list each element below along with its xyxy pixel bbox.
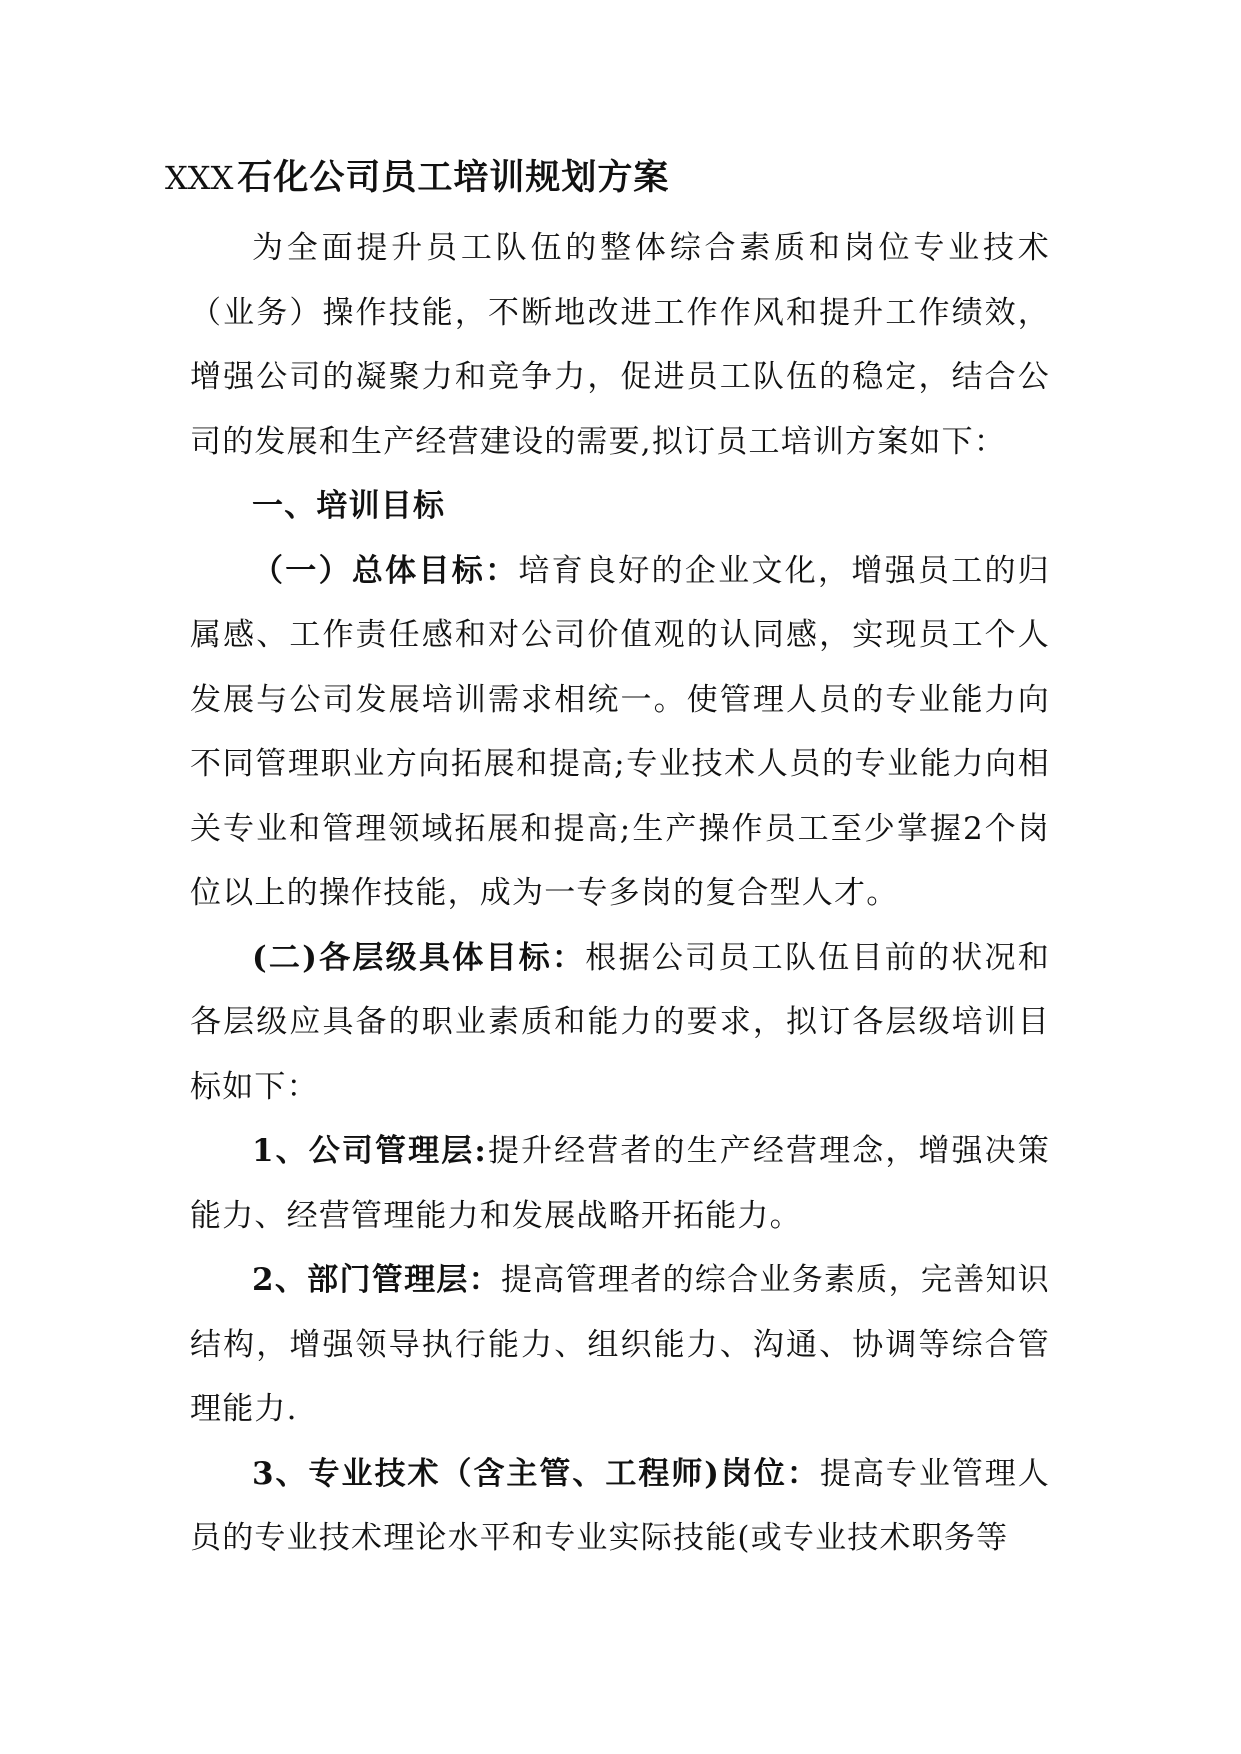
specific-goal-paragraph xyxy=(190,926,1050,1120)
company-management-lead: 1、公司管理层: xyxy=(252,1133,488,1169)
overall-goal-text: 培育良好的企业文化，增强员工的归属感、工作责任感和对公司价值观的认同感，实现员工个人发展与公司发展培训需求相统一。使管理人员的专业能力向不同管理职业方向拓展和提高;专业技术人员的专业能力向相关专业和管理领域拓展和提高;生产操作员工至少掌握2个岗位以上的操作技能，成为一专多岗的复合型人才。 xyxy=(190,552,1050,911)
document-title-prefix: XXX xyxy=(165,159,234,197)
overall-goal-paragraph xyxy=(190,539,1050,926)
intro-paragraph: 为全面提升员工队伍的整体综合素质和岗位专业技术（业务）操作技能，不断地改进工作作风和提升工作绩效，增强公司的凝聚力和竞争力，促进员工队伍的稳定，结合公司的发展和生产经营建设的需要,拟订员工培训方案如下： xyxy=(190,230,1050,460)
overall-goal-lead: （一）总体目标： xyxy=(252,552,519,589)
document-title xyxy=(165,154,669,202)
technical-post-lead: 3、专业技术（含主管、工程师)岗位： xyxy=(252,1455,820,1492)
department-management-lead: 2、部门管理层： xyxy=(252,1262,501,1298)
document-body xyxy=(190,216,1050,1571)
department-management-paragraph xyxy=(190,1248,1050,1442)
department-management-text: 提高管理者的综合业务素质，完善知识结构，增强领导执行能力、组织能力、沟通、协调等综合管理能力. xyxy=(190,1262,1050,1427)
technical-post-text: 提高专业管理人员的专业技术理论水平和专业实际技能(或专业技术职务等 xyxy=(190,1455,1050,1556)
technical-post-paragraph xyxy=(190,1442,1050,1571)
document-title-main: 石化公司员工培训规划方案 xyxy=(237,157,670,198)
company-management-paragraph xyxy=(190,1119,1050,1248)
specific-goal-text: 根据公司员工队伍目前的状况和各层级应具备的职业素质和能力的要求，拟订各层级培训目标如下： xyxy=(190,939,1050,1105)
company-management-text: 提升经营者的生产经营理念，增强决策能力、经营管理能力和发展战略开拓能力。 xyxy=(190,1133,1050,1234)
section-heading-training-goals: 一、培训目标 xyxy=(252,488,446,524)
specific-goal-lead: (二)各层级具体目标： xyxy=(252,939,586,976)
